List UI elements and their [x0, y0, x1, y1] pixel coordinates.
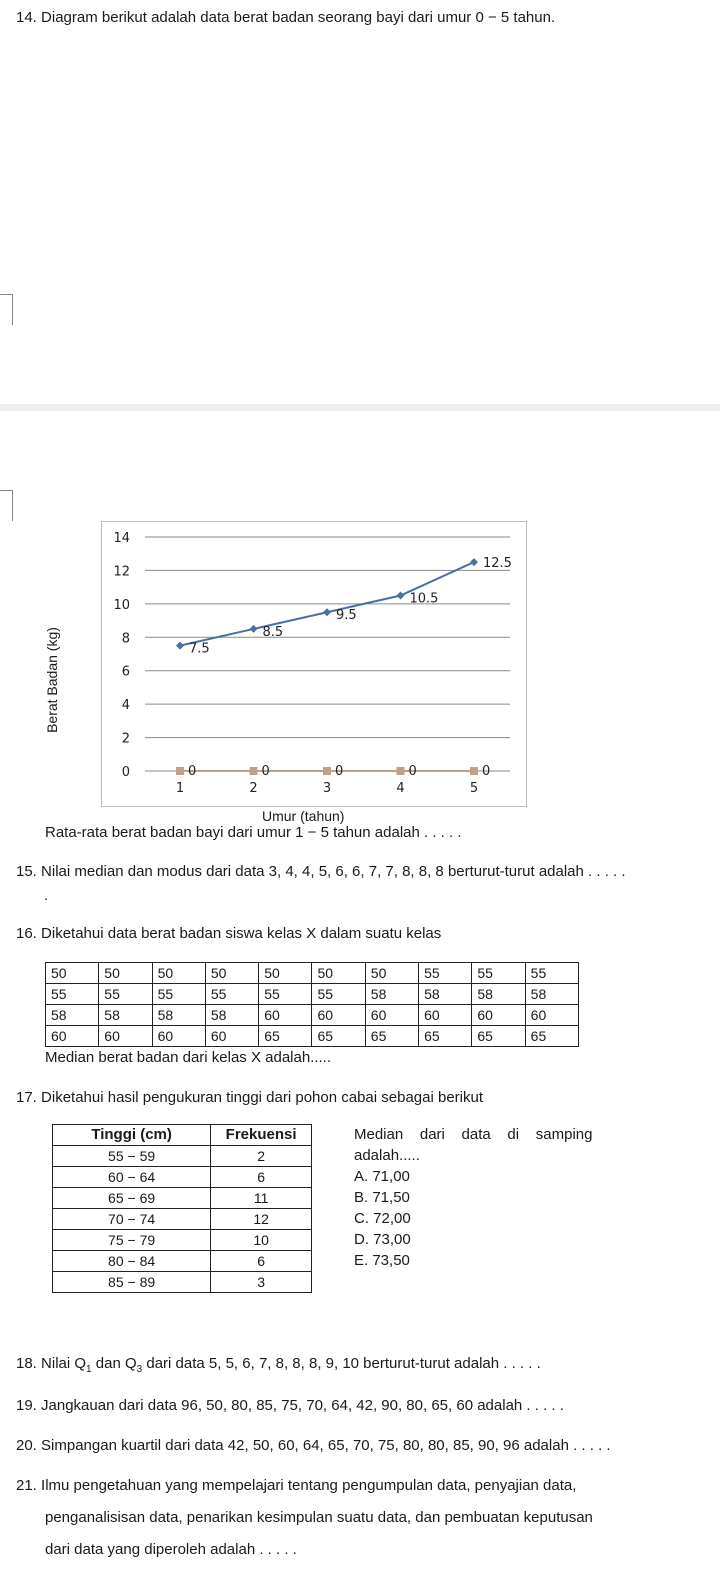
y-axis-title: Berat Badan (kg): [44, 627, 60, 733]
option-a: A. 71,00: [354, 1168, 410, 1185]
table-cell: 55: [46, 984, 99, 1005]
data-point-marker: [397, 767, 405, 775]
data-label: 10.5: [409, 591, 439, 607]
y-tick-label: 6: [121, 664, 130, 680]
table-cell: 50: [205, 963, 258, 984]
data-label: 0: [188, 764, 197, 779]
data-point-marker: [470, 558, 478, 566]
question-text-part: dari data 5, 5, 6, 7, 8, 8, 8, 9, 10 berturut-turut adalah . . . . .: [142, 1355, 541, 1372]
table-cell: 60: [152, 1026, 205, 1047]
data-point-marker: [250, 625, 258, 633]
question-16-prompt: Median berat badan dari kelas X adalah.....: [45, 1049, 332, 1066]
table-cell: 50: [259, 963, 312, 984]
table-cell: 50: [365, 963, 418, 984]
table-cell: 60: [205, 1026, 258, 1047]
question-number: 21.: [16, 1477, 37, 1494]
data-label: 7.5: [189, 641, 210, 657]
table-cell: 50: [152, 963, 205, 984]
data-label: 12.5: [483, 556, 512, 572]
y-tick-label: 4: [121, 698, 130, 714]
data-point-marker: [323, 767, 331, 775]
frequency-cell: 6: [211, 1167, 312, 1188]
option-e: E. 73,50: [354, 1252, 410, 1269]
question-text: Ilmu pengetahuan yang mempelajari tentang pengumpulan data, penyajian data,: [41, 1477, 577, 1494]
y-tick-label: 8: [121, 631, 130, 647]
option-c: C. 72,00: [354, 1210, 411, 1227]
table-cell: 58: [525, 984, 578, 1005]
frequency-cell: 2: [211, 1146, 312, 1167]
height-range-cell: 85 − 89: [53, 1272, 211, 1293]
x-axis-title: Umur (tahun): [262, 808, 345, 824]
x-tick-label: 1: [175, 781, 185, 796]
data-point-marker: [323, 608, 331, 616]
question-17: [16, 1088, 483, 1108]
table-cell: 55: [525, 963, 578, 984]
question-15-continuation: .: [44, 887, 49, 904]
frequency-cell: 11: [211, 1188, 312, 1209]
data-point-marker: [176, 767, 184, 775]
table-cell: 60: [259, 1005, 312, 1026]
y-tick-label: 2: [121, 731, 130, 747]
question-20: [16, 1436, 611, 1456]
data-label: 9.5: [336, 608, 357, 624]
table-cell: 58: [205, 1005, 258, 1026]
table-cell: 55: [99, 984, 152, 1005]
table-row: [53, 1209, 312, 1230]
subscript: 1: [86, 1364, 92, 1375]
question-16: [16, 924, 441, 944]
table-cell: 55: [205, 984, 258, 1005]
x-tick-label: 3: [322, 781, 332, 796]
table-cell: 58: [419, 984, 472, 1005]
table-cell: 55: [472, 963, 525, 984]
height-range-cell: 75 − 79: [53, 1230, 211, 1251]
table-cell: 60: [46, 1026, 99, 1047]
table-cell: 58: [472, 984, 525, 1005]
table-cell: 55: [152, 984, 205, 1005]
question-text: Nilai median dan modus dari data 3, 4, 4, 5, 6, 6, 7, 7, 8, 8, 8 berturut-turut adalah . . . . .: [41, 863, 626, 880]
x-tick-label: 5: [469, 781, 479, 796]
data-label: 0: [408, 764, 417, 779]
table-row: [53, 1146, 312, 1167]
height-range-cell: 60 − 64: [53, 1167, 211, 1188]
data-label: 0: [335, 764, 344, 779]
question-number: 17.: [16, 1089, 37, 1106]
question-21-line2: penganalisisan data, penarikan kesimpulan suatu data, dan pembuatan keputusan: [45, 1509, 593, 1526]
x-tick-label: 2: [249, 781, 258, 796]
question-text-part: Nilai Q: [41, 1355, 87, 1372]
table-cell: 60: [419, 1005, 472, 1026]
table-cell: 50: [312, 963, 365, 984]
data-label: 8.5: [262, 624, 284, 640]
weight-data-table: [45, 962, 579, 1047]
table-cell: 60: [472, 1005, 525, 1026]
question-14-prompt: Rata-rata berat badan bayi dari umur 1 − 5 tahun adalah . . . . .: [45, 824, 462, 841]
height-range-cell: 65 − 69: [53, 1188, 211, 1209]
question-number: 18.: [16, 1355, 37, 1372]
table-cell: 50: [46, 963, 99, 984]
frequency-cell: 12: [211, 1209, 312, 1230]
table-row: [53, 1230, 312, 1251]
option-b: B. 71,50: [354, 1189, 410, 1206]
table-row: [46, 984, 579, 1005]
data-point-marker: [250, 767, 258, 775]
question-text: Simpangan kuartil dari data 42, 50, 60, 64, 65, 70, 75, 80, 80, 85, 90, 96 adalah . . . . .: [41, 1437, 611, 1454]
subscript: 3: [136, 1364, 143, 1375]
question-number: 16.: [16, 925, 37, 942]
table-row: [46, 963, 579, 984]
table-row: [46, 1026, 579, 1047]
table-cell: 65: [419, 1026, 472, 1047]
frequency-cell: 3: [211, 1272, 312, 1293]
question-text: Jangkauan dari data 96, 50, 80, 85, 75, 70, 64, 42, 90, 80, 65, 60 adalah . . . . .: [41, 1397, 564, 1414]
option-d: D. 73,00: [354, 1231, 411, 1248]
table-cell: 58: [46, 1005, 99, 1026]
prompt-line: adalah.....: [354, 1147, 420, 1164]
data-label: 0: [261, 764, 270, 779]
table-row: [46, 1005, 579, 1026]
table-cell: 55: [312, 984, 365, 1005]
question-number: 15.: [16, 863, 37, 880]
y-tick-label: 0: [121, 765, 130, 780]
data-point-marker: [176, 642, 184, 650]
table-row: [53, 1272, 312, 1293]
table-row: [53, 1188, 312, 1209]
data-point-marker: [470, 767, 478, 775]
question-15: [16, 862, 626, 882]
table-row: [53, 1167, 312, 1188]
height-range-cell: 70 − 74: [53, 1209, 211, 1230]
table-cell: 58: [99, 1005, 152, 1026]
y-tick-label: 10: [113, 597, 130, 613]
question-18: [16, 1354, 541, 1380]
question-number: 20.: [16, 1437, 37, 1454]
question-19: [16, 1396, 564, 1416]
height-range-cell: 55 − 59: [53, 1146, 211, 1167]
data-point-marker: [397, 592, 405, 600]
table-cell: 60: [99, 1026, 152, 1047]
y-tick-label: 12: [113, 564, 130, 580]
frequency-table: [52, 1124, 312, 1293]
question-text: Diagram berikut adalah data berat badan seorang bayi dari umur 0 − 5 tahun.: [41, 9, 556, 26]
frequency-cell: 10: [211, 1230, 312, 1251]
table-cell: 58: [152, 1005, 205, 1026]
table-cell: 60: [365, 1005, 418, 1026]
prompt-line: Median dari data di samping: [354, 1126, 593, 1143]
table-cell: 65: [365, 1026, 418, 1047]
column-header-height: Tinggi (cm): [53, 1125, 211, 1146]
frequency-cell: 6: [211, 1251, 312, 1272]
table-cell: 65: [312, 1026, 365, 1047]
table-cell: 65: [259, 1026, 312, 1047]
height-range-cell: 80 − 84: [53, 1251, 211, 1272]
table-cell: 60: [312, 1005, 365, 1026]
table-cell: 65: [525, 1026, 578, 1047]
y-tick-label: 14: [113, 531, 130, 546]
x-tick-label: 4: [396, 781, 405, 796]
question-text-part: dan Q: [91, 1355, 137, 1372]
table-cell: 55: [419, 963, 472, 984]
table-row: [53, 1251, 312, 1272]
question-number: 19.: [16, 1397, 37, 1414]
column-header-frequency: Frekuensi: [211, 1125, 312, 1146]
question-21: [16, 1476, 576, 1496]
question-text: Diketahui data berat badan siswa kelas X dalam suatu kelas: [41, 925, 442, 942]
data-label: 0: [482, 764, 491, 779]
table-cell: 60: [525, 1005, 578, 1026]
table-cell: 58: [365, 984, 418, 1005]
table-cell: 55: [259, 984, 312, 1005]
table-cell: 65: [472, 1026, 525, 1047]
question-text: Diketahui hasil pengukuran tinggi dari pohon cabai sebagai berikut: [41, 1089, 483, 1106]
table-cell: 50: [99, 963, 152, 984]
question-21-line3: dari data yang diperoleh adalah . . . . .: [45, 1541, 297, 1558]
question-17-prompt: [354, 1124, 638, 1166]
question-number: 14.: [16, 9, 37, 26]
